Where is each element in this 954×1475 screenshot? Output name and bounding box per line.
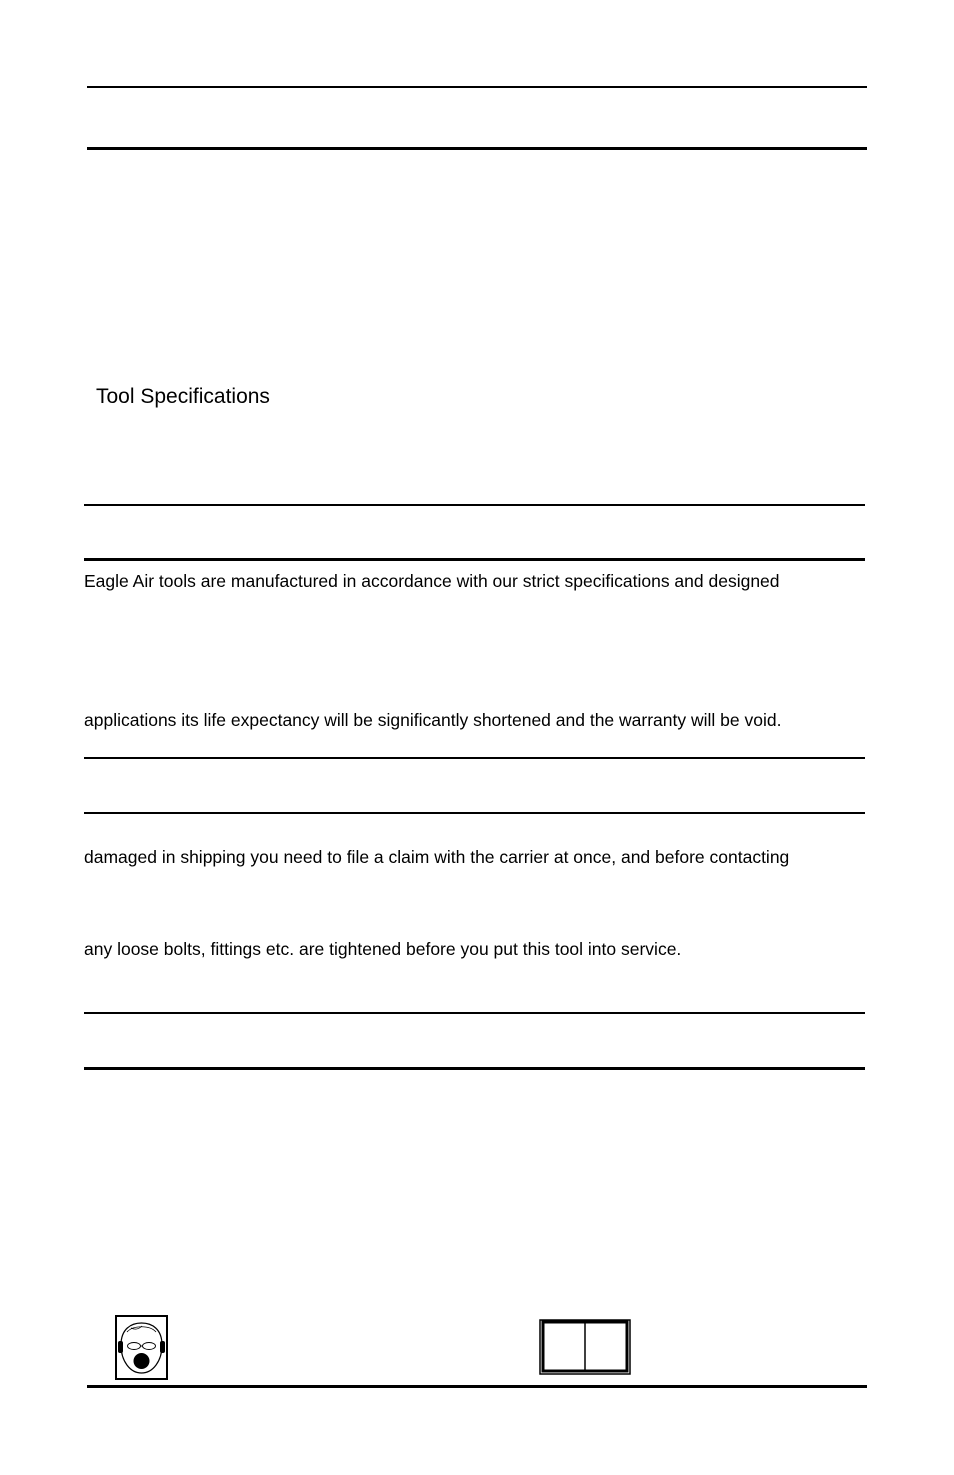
header-rule-top [87, 86, 867, 88]
footer-rule [87, 1385, 867, 1388]
section-heading: Tool Specifications [96, 385, 270, 408]
section-rule-6 [84, 1067, 865, 1070]
specs-text-line-2: applications its life expectancy will be significantly shortened and the warranty will be void. [84, 710, 782, 730]
header-rule-bottom [87, 147, 867, 150]
section-rule-1 [84, 504, 865, 506]
section-rule-3 [84, 757, 865, 759]
specs-text-line-1: Eagle Air tools are manufactured in accordance with our strict specifications and designed [84, 571, 780, 591]
read-manual-book-icon [539, 1319, 631, 1375]
shipping-text-line-2: any loose bolts, fittings etc. are tightened before you put this tool into service. [84, 939, 682, 959]
shipping-text-line-1: damaged in shipping you need to file a claim with the carrier at once, and before contacting [84, 847, 790, 867]
section-rule-2 [84, 558, 865, 561]
section-rule-4 [84, 812, 865, 814]
hearing-eye-protection-icon [115, 1315, 168, 1380]
section-rule-5 [84, 1012, 865, 1014]
